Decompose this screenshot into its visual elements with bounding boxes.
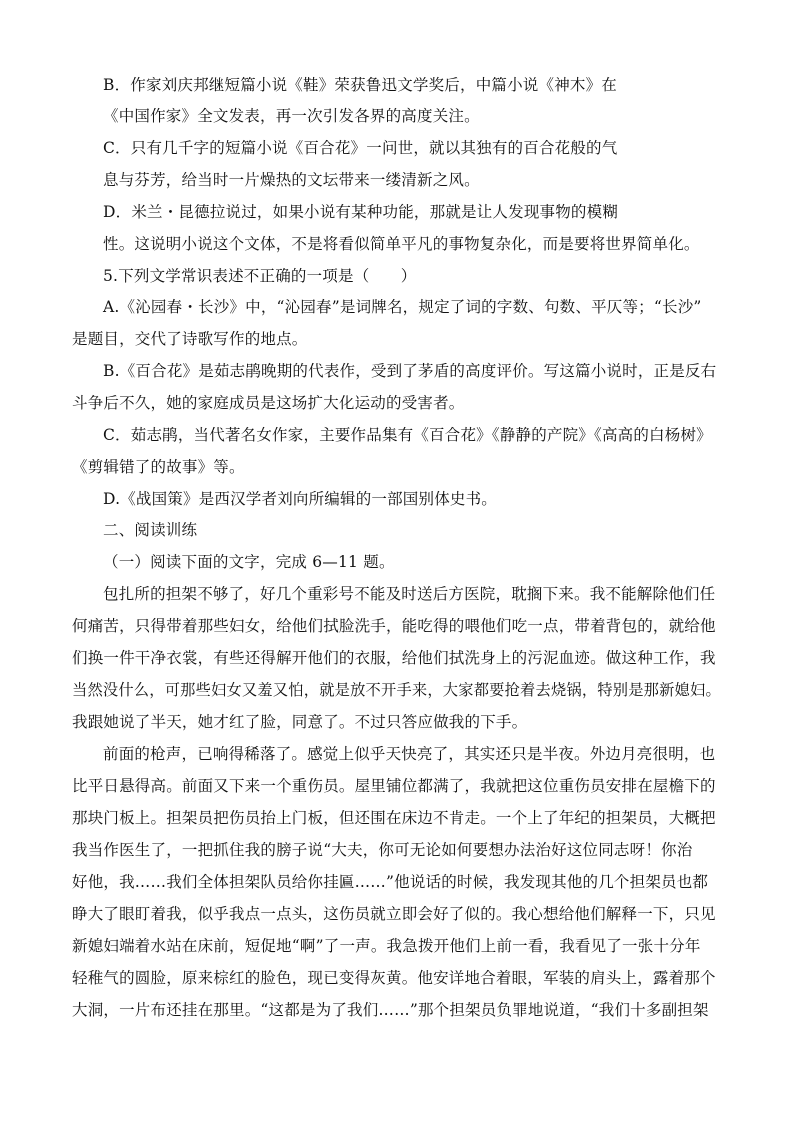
passage-p2-line8: 轻稚气的圆脸，原来棕红的脸色，现已变得灰黄。他安详地合着眼，军装的肩头上，露着那个 [72, 969, 716, 987]
option-c-line2: 息与芬芳，给当时一片燥热的文坛带来一缕清新之风。 [103, 171, 480, 189]
q5-option-b-line1: B.《百合花》是茹志鹃晚期的代表作，受到了茅盾的高度评价。写这篇小说时，正是反右 [103, 362, 717, 380]
q5-option-c-line2: 《剪辑错了的故事》等。 [72, 458, 245, 476]
passage-p2-line1: 前面的枪声，已响得稀落了。感觉上似乎天快亮了，其实还只是半夜。外边月亮很明，也 [103, 745, 716, 763]
passage-p1-line1: 包扎所的担架不够了，好几个重彩号不能及时送后方医院，耽搁下来。我不能解除他们任 [103, 585, 716, 603]
passage-p2-line9: 大洞，一片布还挂在那里。“这都是为了我们……”那个担架员负罪地说道，“我们十多副担架 [72, 1001, 709, 1019]
reading-instruction: （一）阅读下面的文字，完成 6—11 题。 [103, 553, 395, 571]
option-c-line1: C．只有几千字的短篇小说《百合花》一问世，就以其独有的百合花般的气 [103, 139, 618, 157]
option-b-line1: B．作家刘庆邦继短篇小说《鞋》荣获鲁迅文学奖后，中篇小说《神木》在 [103, 76, 617, 94]
q5-option-d: D.《战国策》是西汉学者刘向所编辑的一部国别体史书。 [103, 490, 498, 508]
passage-p2-line3: 那块门板上。担架员把伤员抬上门板，但还围在床边不肯走。一个上了年纪的担架员，大概把 [72, 809, 716, 827]
passage-p1-line3: 们换一件干净衣裳，有些还得解开他们的衣服，给他们拭洗身上的污泥血迹。做这种工作，我 [72, 649, 716, 667]
q5-option-b-line2: 斗争后不久，她的家庭成员是这场扩大化运动的受害者。 [72, 394, 465, 412]
q5-option-c-line1: C．茹志鹃，当代著名女作家，主要作品集有《百合花》《静静的产院》《高高的白杨树》 [103, 426, 712, 444]
q5-option-a-line1: A.《沁园春・长沙》中，“沁园春”是词牌名，规定了词的字数、句数、平仄等；“长沙” [103, 298, 702, 316]
section-heading-reading: 二、阅读训练 [103, 521, 198, 539]
option-d-line1: D．米兰・昆德拉说过，如果小说有某种功能，那就是让人发现事物的模糊 [103, 203, 619, 221]
passage-p2-line7: 新媳妇端着水站在床前，短促地“啊”了一声。我急拨开他们上前一看，我看见了一张十分年 [72, 937, 701, 955]
passage-p1-line5: 我跟她说了半天，她才红了脸，同意了。不过只答应做我的下手。 [72, 713, 528, 731]
option-d-line2: 性。这说明小说这个文体，不是将看似简单平凡的事物复杂化，而是要将世界简单化。 [103, 235, 700, 253]
passage-p2-line5: 好他，我……我们全体担架队员给你挂匾……”他说话的时候，我发现其他的几个担架员也都 [72, 873, 709, 891]
option-b-line2: 《中国作家》全文发表，再一次引发各界的高度关注。 [103, 107, 480, 125]
passage-p2-line4: 我当作医生了，一把抓住我的膀子说“大夫，你可无论如何要想办法治好这位同志呀！你治 [72, 841, 693, 859]
passage-p2-line2: 比平日悬得高。前面又下来一个重伤员。屋里铺位都满了，我就把这位重伤员安排在屋檐下的 [72, 777, 716, 795]
question-5-title: 5.下列文学常识表述不正确的一项是（ ） [103, 267, 417, 285]
q5-option-a-line2: 是题目，交代了诗歌写作的地点。 [72, 330, 308, 348]
passage-p2-line6: 睁大了眼盯着我，似乎我点一点头，这伤员就立即会好了似的。我心想给他们解释一下，只见 [72, 905, 716, 923]
passage-p1-line2: 何痛苦，只得带着那些妇女，给他们拭脸洗手，能吃得的喂他们吃一点，带着背包的，就给他 [72, 617, 716, 635]
passage-p1-line4: 当然没什么，可那些妇女又羞又怕，就是放不开手来，大家都要抢着去烧锅，特别是那新媳妇。 [72, 681, 721, 699]
